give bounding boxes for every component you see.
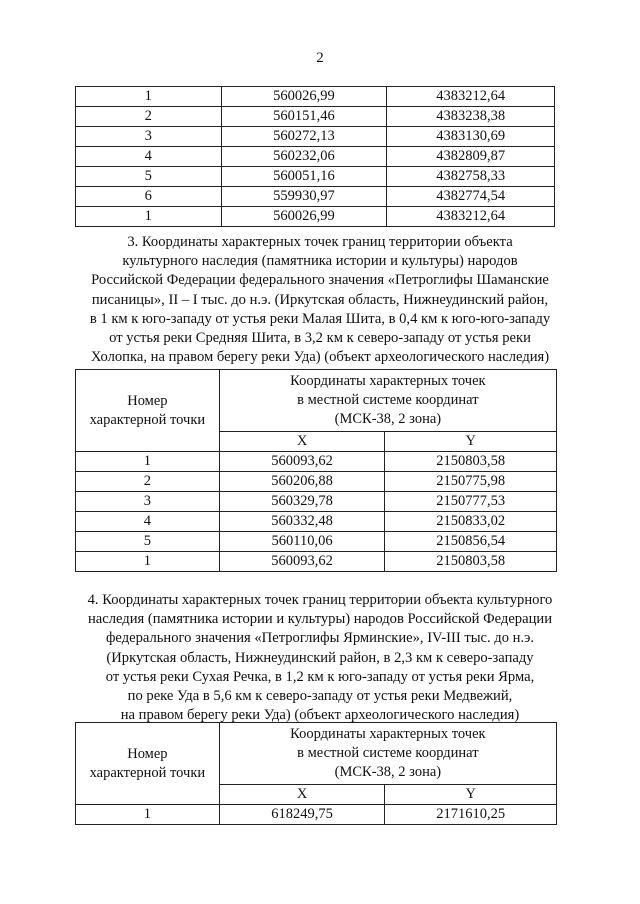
point-number: 1 [76, 805, 220, 825]
x-header: X [219, 785, 385, 805]
x-coordinate: 560093,62 [219, 552, 385, 572]
y-coordinate: 2150803,58 [385, 552, 557, 572]
page-number: 2 [316, 50, 324, 66]
table-row [76, 147, 555, 167]
x-coordinate: 560151,46 [221, 107, 387, 127]
x-coordinate: 560272,13 [221, 127, 387, 147]
y-coordinate: 4383238,38 [387, 107, 555, 127]
table-row [76, 127, 555, 147]
y-coordinate: 2150777,53 [385, 492, 557, 512]
table-row [76, 187, 555, 207]
table-row [76, 107, 555, 127]
section-4-coordinates-table [75, 722, 557, 825]
table-row [76, 472, 557, 492]
y-header: Y [385, 432, 557, 452]
x-coordinate: 560332,48 [219, 512, 385, 532]
point-number: 5 [76, 167, 222, 187]
y-coordinate: 4383130,69 [387, 127, 555, 147]
y-coordinate: 4383212,64 [387, 207, 555, 227]
section-4-heading: 4. Координаты характерных точек границ территории объекта культурного наследия (памятника истории и культуры) народов Российской Федерации федерального значения «Петроглифы Ярминские», IV-III тыс. до н.э. (Иркутская область, Нижнеудинский район, в 2,3 км к северо-западу от устья реки Сухая Речка, в 1,2 км к юго-западу от устья реки Ярма, по реке Уда в 5,6 км к северо-западу от устья реки Медвежий, на правом берегу реки Уда) (объект археологического наследия) [87, 592, 553, 724]
y-coordinate: 4383212,64 [387, 87, 555, 107]
section-3-coordinates-table [75, 369, 557, 572]
coordinates-header: Координаты характерных точек в местной системе координат (МСК-38, 2 зона) [219, 370, 556, 432]
point-number: 1 [76, 452, 220, 472]
x-coordinate: 560093,62 [219, 452, 385, 472]
point-number: 4 [76, 512, 220, 532]
y-coordinate: 2150775,98 [385, 472, 557, 492]
x-coordinate: 560206,88 [219, 472, 385, 492]
y-coordinate: 2171610,25 [385, 805, 557, 825]
y-header: Y [385, 785, 557, 805]
x-coordinate: 560026,99 [221, 87, 387, 107]
x-coordinate: 560110,06 [219, 532, 385, 552]
table-row [76, 207, 555, 227]
coordinates-table-continued [75, 86, 555, 227]
table-row [76, 167, 555, 187]
point-number: 1 [76, 207, 222, 227]
point-number: 6 [76, 187, 222, 207]
point-number: 2 [76, 107, 222, 127]
y-coordinate: 2150856,54 [385, 532, 557, 552]
y-coordinate: 2150833,02 [385, 512, 557, 532]
section-3-heading: 3. Координаты характерных точек границ территории объекта культурного наследия (памятника истории и культуры) народов Российской Федерации федерального значения «Петроглифы Шаманские писаницы», II – I тыс. до н.э. (Иркутская область, Нижнеудинский район, в 1 км к юго-западу от устья реки Малая Шита, в 0,4 км к юго-юго-западу от устья реки Средняя Шита, в 3,2 км к северо-западу от устья реки Холопка, на правом берегу реки Уда) (объект археологического наследия) [89, 234, 551, 366]
x-coordinate: 560329,78 [219, 492, 385, 512]
y-coordinate: 2150803,58 [385, 452, 557, 472]
x-header: X [219, 432, 385, 452]
point-number: 1 [76, 87, 222, 107]
coordinates-header: Координаты характерных точек в местной системе координат (МСК-38, 2 зона) [219, 723, 556, 785]
point-number: 3 [76, 492, 220, 512]
y-coordinate: 4382758,33 [387, 167, 555, 187]
x-coordinate: 559930,97 [221, 187, 387, 207]
point-number: 2 [76, 472, 220, 492]
table-row [76, 552, 557, 572]
table-row [76, 512, 557, 532]
point-number: 5 [76, 532, 220, 552]
x-coordinate: 560026,99 [221, 207, 387, 227]
table-row [76, 805, 557, 825]
point-number-header: Номер характерной точки [76, 723, 220, 805]
point-number: 4 [76, 147, 222, 167]
x-coordinate: 560232,06 [221, 147, 387, 167]
point-number-header: Номер характерной точки [76, 370, 220, 452]
table-row [76, 452, 557, 472]
y-coordinate: 4382774,54 [387, 187, 555, 207]
point-number: 1 [76, 552, 220, 572]
point-number: 3 [76, 127, 222, 147]
table-row [76, 492, 557, 512]
table-row [76, 532, 557, 552]
x-coordinate: 560051,16 [221, 167, 387, 187]
y-coordinate: 4382809,87 [387, 147, 555, 167]
table-row [76, 87, 555, 107]
x-coordinate: 618249,75 [219, 805, 385, 825]
